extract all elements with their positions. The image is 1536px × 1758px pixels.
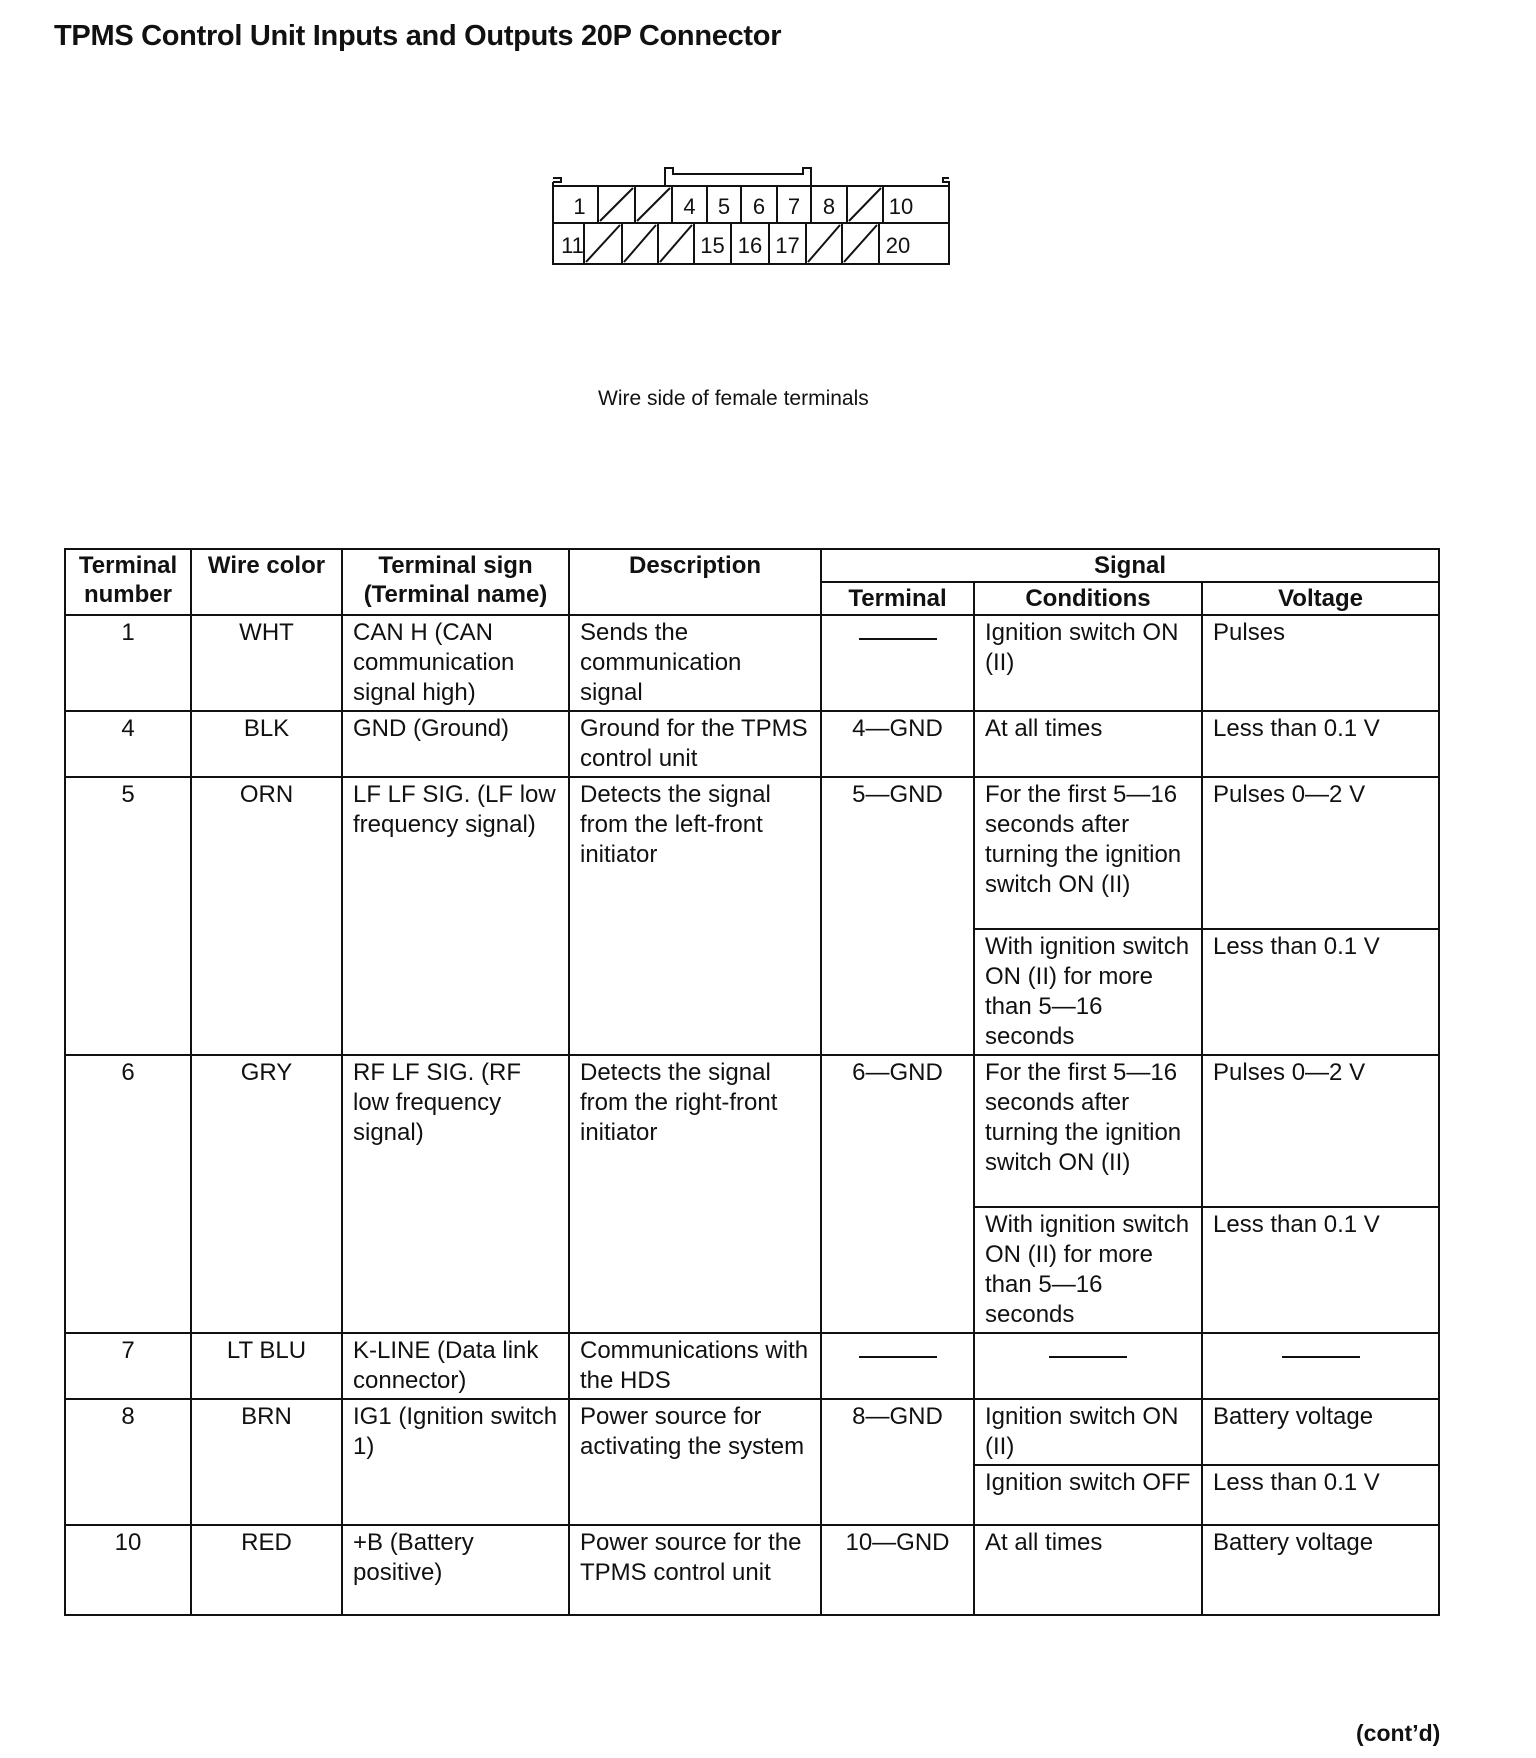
header-terminal-number: Terminal number bbox=[65, 549, 191, 615]
wire-color: BRN bbox=[191, 1399, 342, 1525]
signal-voltage: Pulses 0—2 V bbox=[1202, 777, 1439, 929]
description: Ground for the TPMS control unit bbox=[569, 711, 821, 777]
connector-top-pin: 8 bbox=[822, 193, 836, 219]
connector-top-pin: 6 bbox=[752, 193, 766, 219]
connector-bottom-pin: 17 bbox=[775, 232, 800, 258]
signal-condition: At all times bbox=[974, 1525, 1202, 1615]
connector-top-pin: 7 bbox=[787, 193, 801, 219]
signal-condition: Ignition switch OFF bbox=[974, 1465, 1202, 1525]
terminal-sign: K-LINE (Data link connector) bbox=[342, 1333, 569, 1399]
table-row bbox=[65, 777, 1439, 929]
signal-condition bbox=[974, 1333, 1202, 1399]
connector-bottom-blank-cavity bbox=[660, 225, 692, 262]
connector-bottom-pin: 15 bbox=[700, 232, 725, 258]
signal-condition: Ignition switch ON (II) bbox=[974, 615, 1202, 711]
not-applicable-dash bbox=[1049, 1356, 1127, 1358]
description: Power source for activating the system bbox=[569, 1399, 821, 1525]
connector-bottom-pin: 20 bbox=[885, 232, 911, 258]
terminal-sign: RF LF SIG. (RF low frequency signal) bbox=[342, 1055, 569, 1333]
signal-terminal: 8—GND bbox=[821, 1399, 974, 1525]
connector-bottom-pin: 11 bbox=[561, 232, 584, 258]
terminal-sign: CAN H (CAN communication signal high) bbox=[342, 615, 569, 711]
terminal-sign: GND (Ground) bbox=[342, 711, 569, 777]
header-signal-terminal: Terminal bbox=[821, 582, 974, 615]
header-description: Description bbox=[569, 549, 821, 615]
not-applicable-dash bbox=[859, 638, 937, 640]
signal-voltage: Less than 0.1 V bbox=[1202, 711, 1439, 777]
table-row bbox=[65, 1525, 1439, 1615]
signal-terminal: 5—GND bbox=[821, 777, 974, 1055]
signal-voltage: Less than 0.1 V bbox=[1202, 1207, 1439, 1333]
connector-top-blank-cavity bbox=[849, 188, 881, 221]
signal-condition: For the first 5—16 seconds after turning the ignition switch ON (II) bbox=[974, 777, 1202, 929]
connector-top-pin: 1 bbox=[573, 193, 586, 219]
signal-voltage: Pulses 0—2 V bbox=[1202, 1055, 1439, 1207]
header-wire-color: Wire color bbox=[191, 549, 342, 615]
signal-terminal bbox=[821, 1333, 974, 1399]
wire-color: RED bbox=[191, 1525, 342, 1615]
signal-condition: At all times bbox=[974, 711, 1202, 777]
terminal-number: 10 bbox=[65, 1525, 191, 1615]
terminal-number: 6 bbox=[65, 1055, 191, 1333]
terminal-sign: +B (Battery positive) bbox=[342, 1525, 569, 1615]
terminal-number: 8 bbox=[65, 1399, 191, 1525]
terminal-number: 4 bbox=[65, 711, 191, 777]
connector-bottom-blank-cavity bbox=[624, 225, 656, 262]
not-applicable-dash bbox=[1282, 1356, 1360, 1358]
description: Sends the communication signal bbox=[569, 615, 821, 711]
connector-top-pin: 5 bbox=[717, 193, 731, 219]
terminal-number: 7 bbox=[65, 1333, 191, 1399]
connector-top-blank-cavity bbox=[600, 188, 633, 221]
wire-color: ORN bbox=[191, 777, 342, 1055]
terminal-number: 5 bbox=[65, 777, 191, 1055]
signal-terminal: 4—GND bbox=[821, 711, 974, 777]
connector-bottom-blank-cavity bbox=[844, 225, 877, 262]
signal-table bbox=[64, 548, 1440, 1616]
connector-diagram bbox=[553, 168, 953, 268]
signal-terminal: 6—GND bbox=[821, 1055, 974, 1333]
terminal-sign: LF LF SIG. (LF low frequency signal) bbox=[342, 777, 569, 1055]
connector-bottom-blank-cavity bbox=[808, 225, 840, 262]
page-title: TPMS Control Unit Inputs and Outputs 20P Connector bbox=[54, 20, 782, 52]
connector-top-pin: 10 bbox=[888, 193, 914, 219]
not-applicable-dash bbox=[859, 1356, 937, 1358]
signal-voltage: Less than 0.1 V bbox=[1202, 929, 1439, 1055]
signal-voltage: Less than 0.1 V bbox=[1202, 1465, 1439, 1525]
terminal-number: 1 bbox=[65, 615, 191, 711]
header-signal: Signal bbox=[821, 549, 1439, 582]
description: Detects the signal from the left-front initiator bbox=[569, 777, 821, 1055]
connector-top-pin: 4 bbox=[683, 193, 696, 219]
table-row bbox=[65, 615, 1439, 711]
signal-terminal bbox=[821, 615, 974, 711]
connector-bottom-pin: 16 bbox=[737, 232, 763, 258]
signal-condition: Ignition switch ON (II) bbox=[974, 1399, 1202, 1465]
wire-color: WHT bbox=[191, 615, 342, 711]
wire-color: LT BLU bbox=[191, 1333, 342, 1399]
table-row bbox=[65, 1399, 1439, 1465]
connector-top-blank-cavity bbox=[637, 188, 670, 221]
header-conditions: Conditions bbox=[974, 582, 1202, 615]
signal-condition: With ignition switch ON (II) for more than 5—16 seconds bbox=[974, 1207, 1202, 1333]
signal-voltage: Battery voltage bbox=[1202, 1399, 1439, 1465]
signal-condition: With ignition switch ON (II) for more than 5—16 seconds bbox=[974, 929, 1202, 1055]
wire-color: GRY bbox=[191, 1055, 342, 1333]
table-row bbox=[65, 1055, 1439, 1207]
description: Detects the signal from the right-front initiator bbox=[569, 1055, 821, 1333]
signal-condition: For the first 5—16 seconds after turning the ignition switch ON (II) bbox=[974, 1055, 1202, 1207]
header-voltage: Voltage bbox=[1202, 582, 1439, 615]
description: Communications with the HDS bbox=[569, 1333, 821, 1399]
description: Power source for the TPMS control unit bbox=[569, 1525, 821, 1615]
connector-bottom-blank-cavity bbox=[586, 225, 620, 262]
signal-voltage bbox=[1202, 1333, 1439, 1399]
signal-voltage: Battery voltage bbox=[1202, 1525, 1439, 1615]
connector-caption: Wire side of female terminals bbox=[598, 387, 869, 410]
signal-table-body bbox=[65, 615, 1439, 1615]
header-terminal-sign: Terminal sign (Terminal name) bbox=[342, 549, 569, 615]
table-row bbox=[65, 711, 1439, 777]
wire-color: BLK bbox=[191, 711, 342, 777]
signal-voltage: Pulses bbox=[1202, 615, 1439, 711]
table-row bbox=[65, 1333, 1439, 1399]
signal-terminal: 10—GND bbox=[821, 1525, 974, 1615]
terminal-sign: IG1 (Ignition switch 1) bbox=[342, 1399, 569, 1525]
continued-note: (cont’d) bbox=[1356, 1720, 1441, 1746]
